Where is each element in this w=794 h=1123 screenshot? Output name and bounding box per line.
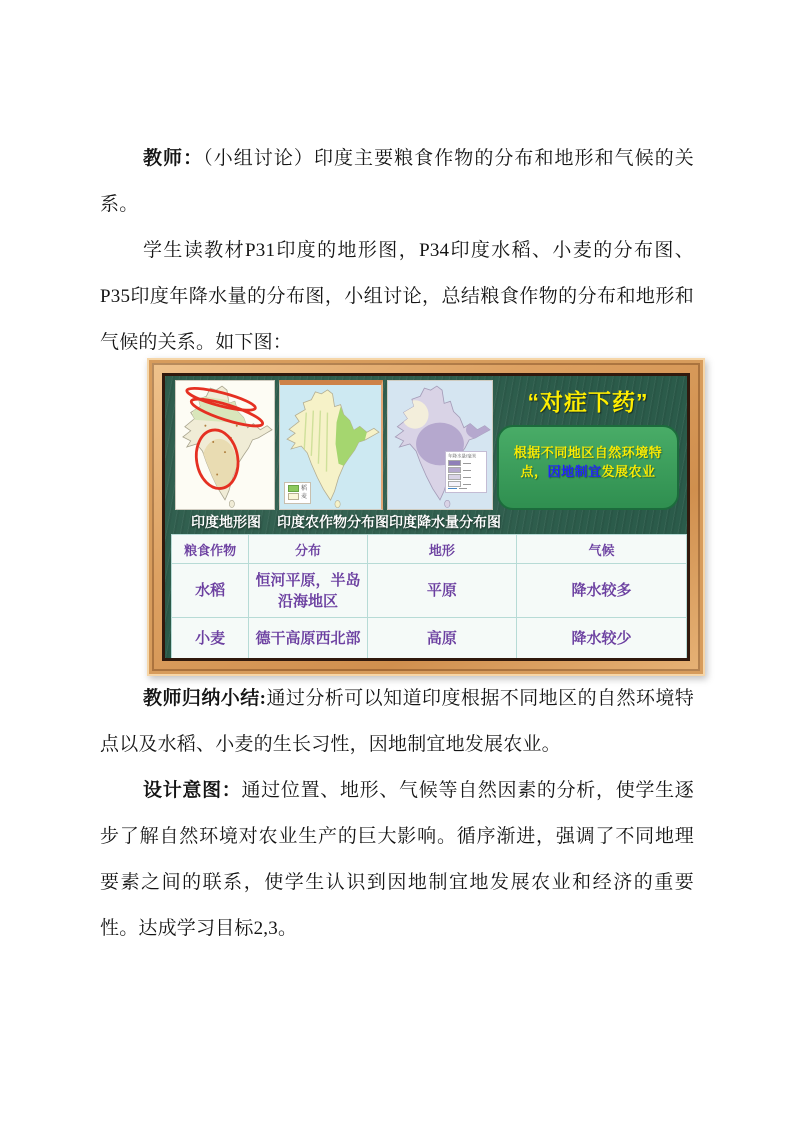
blackboard bbox=[162, 373, 690, 661]
table-header-cell: 粮食作物 bbox=[172, 535, 249, 564]
wheat-swatch bbox=[288, 493, 299, 500]
student-text: 学生读教材P31印度的地形图，P34印度水稻、小麦的分布图、P35印度年降水量的分布图，小组讨论，总结粮食作物的分布和地形和气候的关系。如下图： bbox=[100, 240, 694, 353]
teacher-text: （小组讨论）印度主要粮食作物的分布和地形和气候的关系。 bbox=[100, 148, 694, 215]
crops-map-label: 印度农作物分布图 bbox=[277, 514, 389, 530]
rain-swatch-4 bbox=[448, 481, 461, 487]
maps-row bbox=[175, 380, 677, 510]
board-title: “对症下药” bbox=[527, 389, 649, 415]
note-pre: 根据不同地区自然环境特点， bbox=[513, 444, 663, 479]
table-row-wheat bbox=[172, 618, 687, 660]
river-line bbox=[448, 488, 457, 489]
note-text bbox=[512, 443, 664, 481]
table-cell: 恒河平原，半岛沿海地区 bbox=[249, 564, 367, 618]
rice-legend-label: 稻 bbox=[301, 485, 308, 492]
crops-table bbox=[171, 534, 687, 660]
india-crops-map bbox=[279, 380, 383, 510]
india-rainfall-map bbox=[387, 380, 493, 510]
rice-swatch bbox=[288, 485, 299, 492]
table-cell: 德干高原西北部 bbox=[249, 618, 367, 660]
note-highlight: 因地制宜 bbox=[547, 463, 602, 479]
table-cell: 降水较少 bbox=[517, 618, 687, 660]
table-header-cell: 地形 bbox=[367, 535, 516, 564]
rain-swatch-2 bbox=[448, 467, 461, 473]
rain-swatch-3 bbox=[448, 474, 461, 480]
table-cell: 水稻 bbox=[172, 564, 249, 618]
table-cell: 高原 bbox=[367, 618, 516, 660]
terrain-map-label: 印度地形图 bbox=[191, 514, 261, 530]
rainfall-legend bbox=[445, 451, 487, 493]
note-box bbox=[497, 425, 679, 510]
board-right-column bbox=[497, 380, 679, 510]
intent-paragraph bbox=[100, 768, 694, 952]
table-row-rice bbox=[172, 564, 687, 618]
teacher-label: 教师： bbox=[143, 148, 204, 169]
wooden-frame bbox=[147, 358, 705, 676]
intent-text: 通过位置、地形、气候等自然因素的分析，使学生逐步了解自然环境对农业生产的巨大影响。循序渐进，强调了不同地理要素之间的联系，使学生认识到因地制宜地发展农业和经济的重要性。达成学习目标2,3。 bbox=[100, 780, 694, 939]
summary-paragraph bbox=[100, 676, 694, 768]
teacher-paragraph bbox=[100, 136, 694, 228]
table-header-cell: 气候 bbox=[517, 535, 687, 564]
table-cell: 平原 bbox=[367, 564, 516, 618]
table-header-cell: 分布 bbox=[249, 535, 367, 564]
summary-label: 教师归纳小结: bbox=[143, 688, 267, 709]
table-cell: 小麦 bbox=[172, 618, 249, 660]
crops-legend bbox=[284, 482, 311, 504]
student-paragraph bbox=[100, 228, 694, 366]
india-terrain-map bbox=[175, 380, 275, 510]
wheat-legend-label: 麦 bbox=[301, 494, 308, 500]
map-labels-row bbox=[175, 510, 677, 534]
summary-text: 通过分析可以知道印度根据不同地区的自然环境特点以及水稻、小麦的生长习性，因地制宜地发展农业。 bbox=[100, 688, 694, 755]
rain-swatch-1 bbox=[448, 460, 461, 466]
intent-label: 设计意图： bbox=[143, 780, 242, 801]
india-terrain-map-image bbox=[176, 381, 274, 509]
note-post: 发展农业 bbox=[601, 463, 656, 479]
rainfall-map-label: 印度降水量分布图 bbox=[389, 514, 501, 530]
rainfall-legend-title: 年降水量/毫米 bbox=[448, 454, 477, 460]
blackboard-figure bbox=[147, 358, 705, 676]
table-cell: 降水较多 bbox=[517, 564, 687, 618]
table-header-row bbox=[172, 535, 687, 564]
